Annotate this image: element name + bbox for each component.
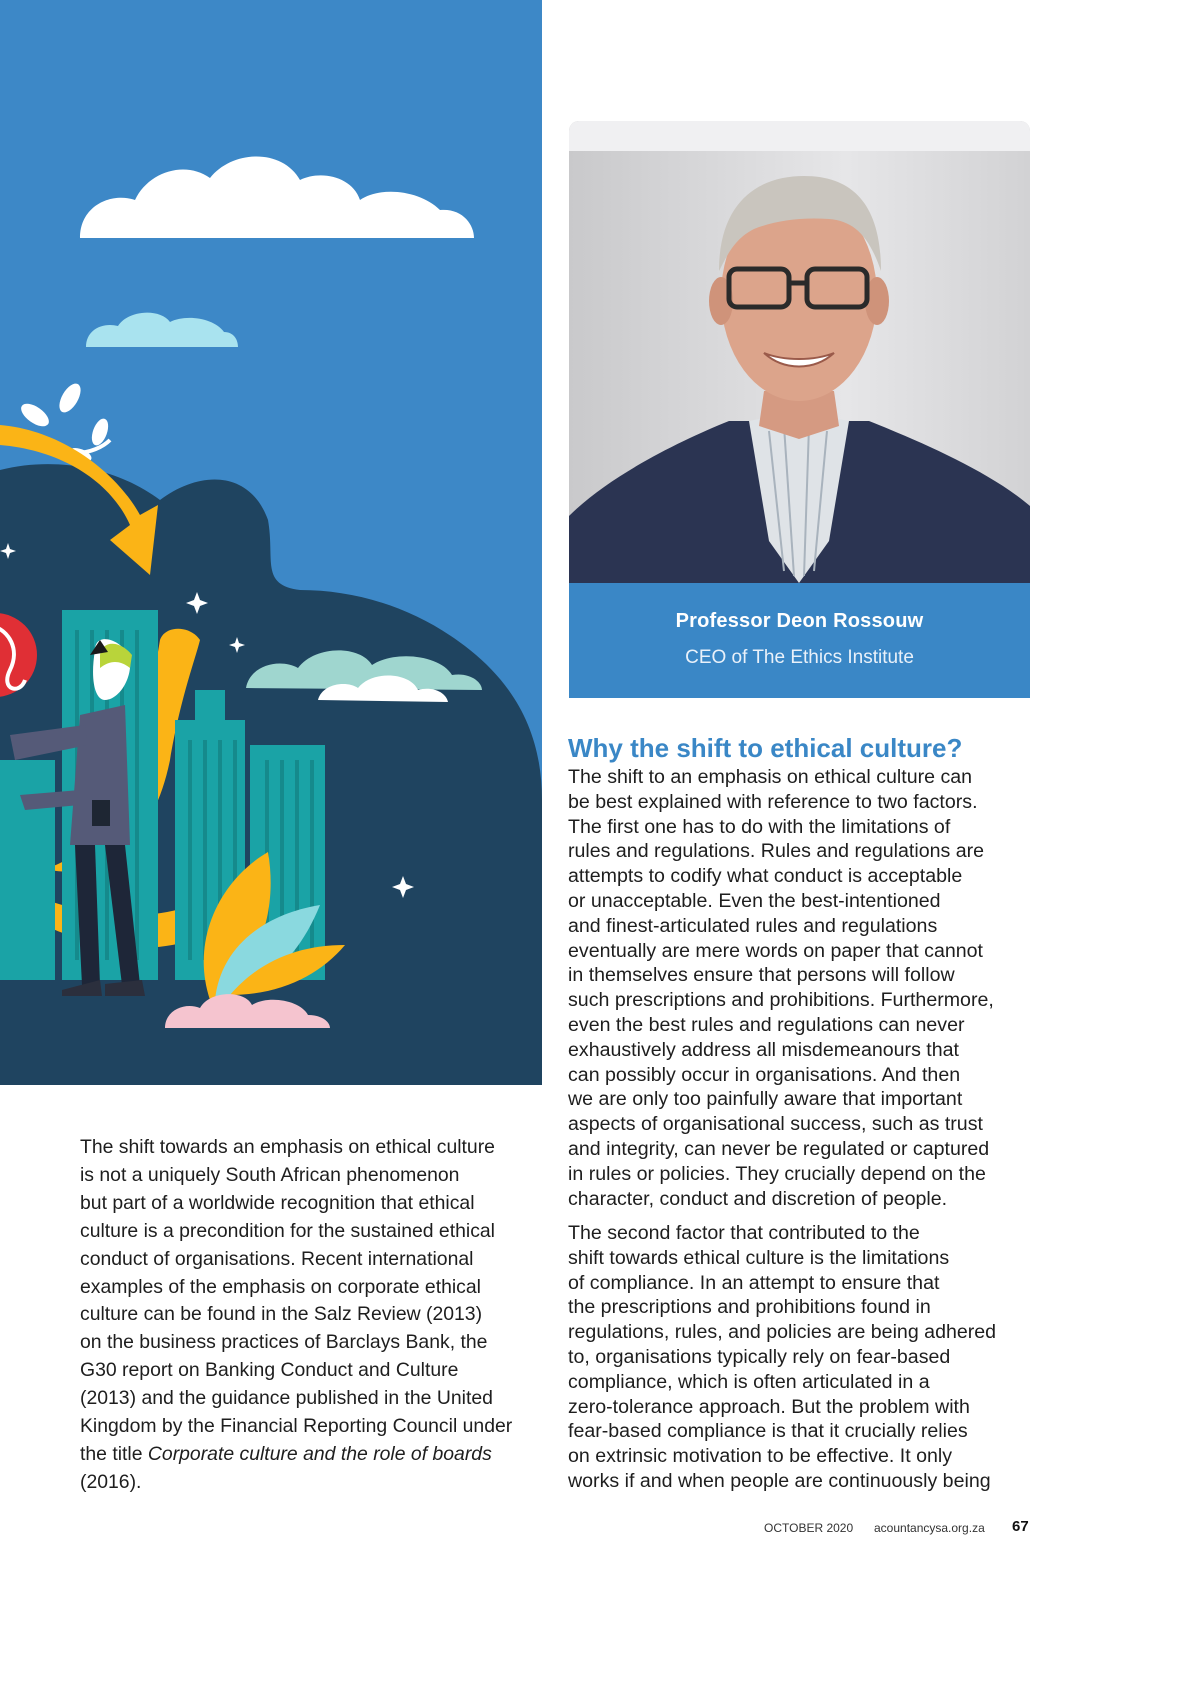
paragraph-right-1	[568, 765, 1038, 1211]
paragraph-line: and finest-articulated rules and regulations	[568, 914, 938, 937]
paragraph-line: (2013) and the guidance published in the United	[80, 1387, 493, 1410]
paragraph-line: of compliance. In an attempt to ensure that	[568, 1271, 940, 1294]
paragraph-line: The shift to an emphasis on ethical culture can	[568, 766, 973, 788]
paragraph-line: and integrity, can never be regulated or captured	[568, 1137, 990, 1160]
paragraph-line: conduct of organisations. Recent international	[80, 1247, 474, 1270]
paragraph-line: on extrinsic motivation to be effective. It only	[568, 1445, 953, 1468]
portrait-photo	[569, 121, 1030, 583]
paragraph-line: in rules or policies. They crucially depend on the	[568, 1162, 986, 1185]
paragraph-line-title	[80, 1441, 540, 1469]
profile-role: CEO of The Ethics Institute	[685, 647, 914, 668]
paragraph-line: zero-tolerance approach. But the problem with	[568, 1395, 970, 1418]
paragraph-line: regulations, rules, and policies are being adhered	[568, 1321, 997, 1344]
paragraph-line: culture is a precondition for the sustained ethical	[80, 1219, 495, 1242]
paragraph-line: can possibly occur in organisations. And then	[568, 1063, 961, 1086]
title-prefix: the title	[80, 1442, 148, 1465]
paragraph-line: fear-based compliance is that it crucially relies	[568, 1420, 968, 1443]
page-number: 67	[1012, 1518, 1029, 1535]
footer-site: acountancysa.org.za	[874, 1521, 985, 1535]
section-heading: Why the shift to ethical culture?	[568, 733, 963, 763]
paragraph-line: eventually are mere words on paper that cannot	[568, 939, 983, 962]
profile-caption	[569, 583, 1030, 698]
paragraph-line: The second factor that contributed to the	[568, 1222, 920, 1244]
paragraph-right-2	[568, 1221, 1038, 1494]
paragraph-line: Kingdom by the Financial Reporting Council under	[80, 1415, 513, 1438]
paragraph-line: exhaustively address all misdemeanours that	[568, 1038, 959, 1061]
paragraph-line: even the best rules and regulations can never	[568, 1013, 965, 1036]
paragraph-line: such prescriptions and prohibitions. Furthermore,	[568, 989, 994, 1012]
paragraph-line: but part of a worldwide recognition that ethical	[80, 1191, 475, 1214]
paragraph-line: examples of the emphasis on corporate ethical	[80, 1275, 481, 1298]
illustration-art	[0, 0, 542, 1085]
paragraph-line: we are only too painfully aware that important	[568, 1088, 963, 1111]
paragraph-line: The first one has to do with the limitations of	[568, 815, 951, 838]
paragraph-line: on the business practices of Barclays Bank, the	[80, 1331, 488, 1354]
paragraph-line: works if and when people are continuously being	[568, 1469, 991, 1492]
paragraph-line: (2016).	[80, 1470, 142, 1493]
paragraph-line: is not a uniquely South African phenomenon	[80, 1163, 460, 1186]
paragraph-line: or unacceptable. Even the best-intentioned	[568, 889, 941, 912]
portrait-illustration	[569, 121, 1030, 583]
paragraph-line: the prescriptions and prohibitions found in	[568, 1296, 931, 1319]
illustration	[0, 0, 542, 1085]
paragraph-line: to, organisations typically rely on fear-based	[568, 1345, 951, 1368]
paragraph-line: rules and regulations. Rules and regulations are	[568, 840, 985, 863]
paragraph-left	[80, 1134, 540, 1497]
profile-card	[569, 121, 1030, 698]
paragraph-line: in themselves ensure that persons will follow	[568, 964, 955, 987]
profile-name: Professor Deon Rossouw	[675, 610, 924, 632]
paragraph-line: The shift towards an emphasis on ethical culture	[80, 1136, 495, 1158]
cited-title: Corporate culture and the role of boards	[147, 1442, 492, 1465]
paragraph-line: character, conduct and discretion of people.	[568, 1187, 948, 1210]
paragraph-line: compliance, which is often articulated in a	[568, 1370, 930, 1393]
paragraph-line: shift towards ethical culture is the limitations	[568, 1246, 950, 1269]
paragraph-line: be best explained with reference to two factors.	[568, 790, 978, 813]
paragraph-line: culture can be found in the Salz Review (2013)	[80, 1303, 483, 1326]
paragraph-line: aspects of organisational success, such as trust	[568, 1113, 983, 1136]
paragraph-line: attempts to codify what conduct is acceptable	[568, 865, 963, 888]
footer-date: OCTOBER 2020	[764, 1521, 854, 1535]
paragraph-line: G30 report on Banking Conduct and Culture	[80, 1359, 459, 1382]
